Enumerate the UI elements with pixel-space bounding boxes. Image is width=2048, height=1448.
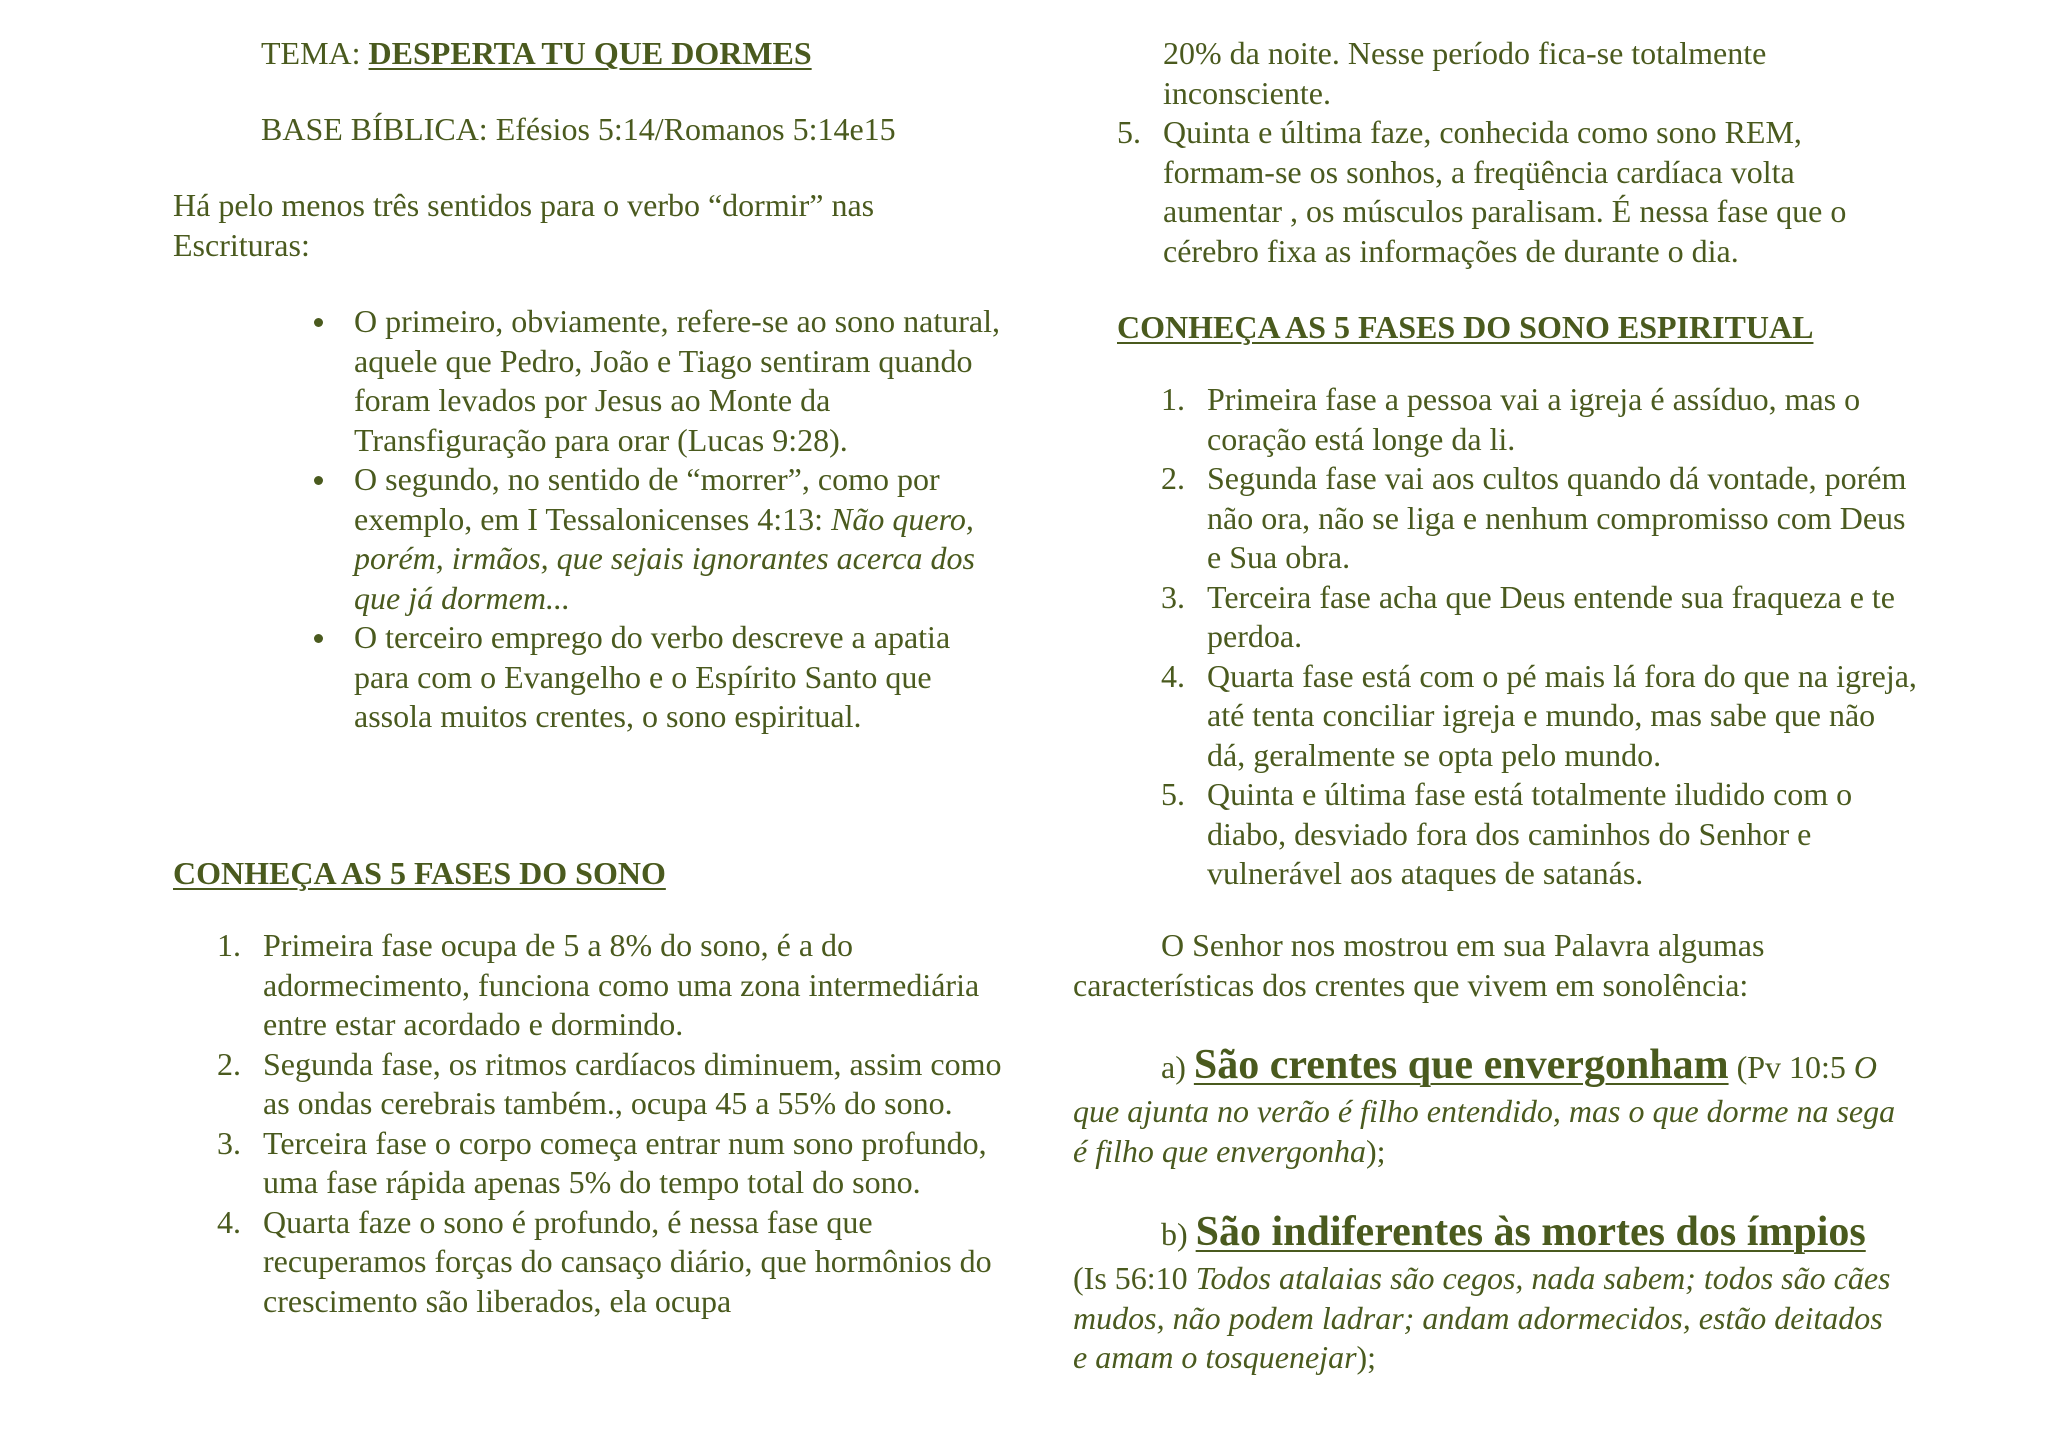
- item-number: 2.: [217, 1045, 241, 1082]
- characteristic-b: [1073, 1207, 1903, 1378]
- list-item: [217, 1124, 1017, 1203]
- list-item: [1161, 775, 1921, 894]
- sense-second-quote: Não quero, porém, irmãos, que sejais ignorantes acerca dos que já dormem...: [354, 500, 975, 616]
- sense-first: O primeiro, obviamente, refere-se ao sono natural, aquele que Pedro, João e Tiago sentiram quando foram levados por Jesus ao Monte da Transfiguração para orar (Lucas 9:28).: [354, 303, 1000, 458]
- characteristic-a-tail: );: [1365, 1132, 1386, 1169]
- item-text: Terceira fase o corpo começa entrar num sono profundo, uma fase rápida apenas 5% do tempo total do sono.: [263, 1124, 987, 1200]
- letter-a: a): [1161, 1049, 1194, 1085]
- list-item: [1161, 380, 1921, 459]
- theme-title: DESPERTA TU QUE DORMES: [368, 35, 812, 71]
- bullet-icon: [314, 476, 323, 485]
- characteristic-a-quote: O que ajunta no verão é filho entendido, mas o que dorme na sega é filho que envergonha: [1073, 1049, 1896, 1169]
- theme-label: TEMA:: [261, 35, 369, 71]
- item-number: 4.: [217, 1203, 241, 1240]
- list-item: [308, 618, 1008, 737]
- item-text: Quinta e última fase está totalmente iludido com o diabo, desviado fora dos caminhos do Senhor e vulnerável aos ataques de satanás.: [1207, 776, 1853, 891]
- characteristic-a: [1073, 1040, 1903, 1171]
- characteristics-intro: [1073, 926, 1873, 1005]
- item-number: 5.: [1161, 776, 1185, 812]
- item-text: Segunda fase, os ritmos cardíacos diminuem, assim como as ondas cerebrais também., ocupa 45 a 55% do sono.: [263, 1045, 1002, 1121]
- theme-line: [261, 34, 812, 74]
- item-number: 5.: [1117, 114, 1141, 150]
- senses-list: [308, 302, 1008, 737]
- sleep-phases-list: [217, 926, 1017, 1321]
- item-number: 3.: [1161, 578, 1185, 615]
- list-item: [308, 302, 1008, 460]
- item-text: Primeira fase a pessoa vai a igreja é assíduo, mas o coração está longe da li.: [1207, 381, 1861, 457]
- list-item: [1161, 578, 1921, 657]
- list-item: [217, 1045, 1017, 1124]
- characteristics-intro-text: O Senhor nos mostrou em sua Palavra algumas características dos crentes que vivem em sonolência:: [1073, 927, 1765, 1003]
- item-number: 3.: [217, 1124, 241, 1161]
- list-item: [217, 926, 1017, 1045]
- item-text: Quinta e última faze, conhecida como sono REM, formam-se os sonhos, a freqüência cardíaca volta aumentar , os músculos paralisam. É nessa fase que o cérebro fixa as informações de durante o dia.: [1163, 114, 1847, 269]
- bullet-icon: [314, 318, 323, 327]
- sense-third: O terceiro emprego do verbo descreve a apatia para com o Evangelho e o Espírito Santo que assola muitos crentes, o sono espiritual.: [354, 619, 951, 734]
- list-item: [308, 460, 1008, 618]
- characteristic-b-quote: Todos atalaias são cegos, nada sabem; todos são cães mudos, não podem ladrar; andam adormecidos, estão deitados e amam o tosquenejar: [1073, 1260, 1891, 1375]
- item-text: Terceira fase acha que Deus entende sua fraqueza e te perdoa.: [1207, 578, 1895, 654]
- item-text: Quarta faze o sono é profundo, é nessa fase que recuperamos forças do cansaço diário, que hormônios do crescimento são liberados, ela ocupa: [263, 1203, 992, 1319]
- characteristic-b-tail: );: [1356, 1339, 1377, 1375]
- list-item: [217, 1203, 1017, 1322]
- biblical-base: BASE BÍBLICA: Efésios 5:14/Romanos 5:14e15: [261, 111, 896, 147]
- list-item: [1161, 657, 1921, 776]
- characteristic-b-ref: (Is 56:10: [1073, 1260, 1196, 1296]
- list-item: [1117, 34, 1897, 113]
- characteristic-a-title: São crentes que envergonham: [1193, 1042, 1729, 1088]
- item-text: Segunda fase vai aos cultos quando dá vontade, porém não ora, não se liga e nenhum compromisso com Deus e Sua obra.: [1207, 460, 1907, 575]
- sleep-phases-heading: CONHEÇA AS 5 FASES DO SONO: [173, 855, 666, 891]
- item-number: 1.: [1161, 381, 1185, 417]
- item-text: Quarta fase está com o pé mais lá fora do que na igreja, até tenta conciliar igreja e mundo, mas sabe que não dá, geralmente se opta pelo mundo.: [1207, 657, 1917, 773]
- characteristic-a-ref: (Pv 10:5: [1728, 1049, 1854, 1085]
- characteristic-b-title: São indiferentes às mortes dos ímpios: [1195, 1209, 1866, 1255]
- sleep-phases-list-continued: [1117, 34, 1897, 271]
- item-number: 4.: [1161, 657, 1185, 694]
- spiritual-phases-list: [1161, 380, 1921, 894]
- intro-paragraph: Há pelo menos três sentidos para o verbo “dormir” nas Escrituras:: [173, 187, 875, 263]
- item-text: Primeira fase ocupa de 5 a 8% do sono, é a do adormecimento, funciona como uma zona intermediária entre estar acordado e dormindo.: [263, 927, 980, 1042]
- bullet-icon: [314, 634, 323, 643]
- letter-b: b): [1161, 1216, 1196, 1252]
- spiritual-phases-heading: CONHEÇA AS 5 FASES DO SONO ESPIRITUAL: [1117, 309, 1814, 345]
- list-item: [1117, 113, 1897, 271]
- sense-second: O segundo, no sentido de “morrer”, como por exemplo, em I Tessalonicenses 4:13:: [354, 461, 940, 537]
- list-item: [1161, 459, 1921, 578]
- item-number: 2.: [1161, 460, 1185, 496]
- item-text: 20% da noite. Nesse período fica-se totalmente inconsciente.: [1163, 35, 1767, 111]
- item-number: 1.: [217, 927, 241, 963]
